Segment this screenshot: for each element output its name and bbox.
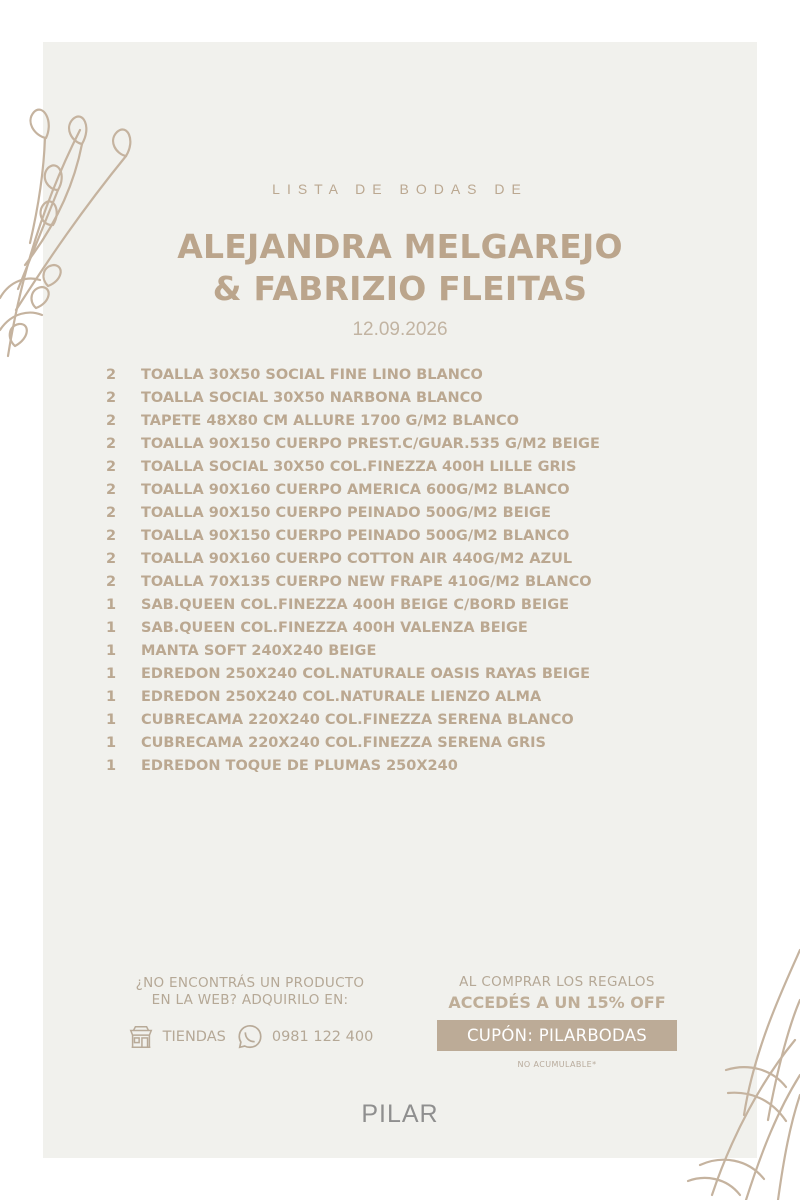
gift-quantity: 2 xyxy=(106,528,117,544)
gift-description: TOALLA 90X160 CUERPO AMERICA 600G/M2 BLANCO xyxy=(141,482,570,498)
gift-quantity: 2 xyxy=(106,505,117,521)
gift-row xyxy=(106,525,706,548)
couple-name-line-1: ALEJANDRA MELGAREJO xyxy=(177,227,623,266)
wedding-date: 12.09.2026 xyxy=(352,319,448,340)
gift-quantity: 2 xyxy=(106,459,117,475)
botanical-branch-icon xyxy=(0,60,140,360)
brand-logo: PILAR xyxy=(361,1100,439,1128)
gift-quantity: 2 xyxy=(106,367,117,383)
gift-quantity: 1 xyxy=(106,758,117,774)
gift-description: MANTA SOFT 240X240 BEIGE xyxy=(141,643,377,659)
coupon-code: CUPÓN: PILARBODAS xyxy=(437,1020,677,1051)
contact-options xyxy=(100,1023,400,1051)
not-found-line-1: ¿NO ENCONTRÁS UN PRODUCTO xyxy=(135,975,365,991)
gift-description: SAB.QUEEN COL.FINEZZA 400H BEIGE C/BORD BEIGE xyxy=(141,597,570,613)
gift-description: SAB.QUEEN COL.FINEZZA 400H VALENZA BEIGE xyxy=(141,620,528,636)
gift-quantity: 2 xyxy=(106,390,117,406)
gift-quantity: 1 xyxy=(106,620,117,636)
gift-description: CUBRECAMA 220X240 COL.FINEZZA SERENA GRIS xyxy=(141,735,546,751)
gift-quantity: 2 xyxy=(106,436,117,452)
purchase-info xyxy=(100,975,400,1051)
gift-row xyxy=(106,410,706,433)
gift-row xyxy=(106,571,706,594)
not-found-line-2: EN LA WEB? ADQUIRILO EN: xyxy=(151,992,349,1008)
gift-quantity: 1 xyxy=(106,597,117,613)
gift-quantity: 1 xyxy=(106,712,117,728)
gift-row xyxy=(106,594,706,617)
gift-description: TOALLA 70X135 CUERPO NEW FRAPE 410G/M2 BLANCO xyxy=(141,574,592,590)
store-icon xyxy=(127,1023,155,1051)
gift-quantity: 2 xyxy=(106,482,117,498)
gift-quantity: 1 xyxy=(106,666,117,682)
list-eyebrow: LISTA DE BODAS DE xyxy=(272,181,528,197)
promo-discount: ACCEDÉS A UN 15% OFF xyxy=(448,993,666,1012)
gift-row xyxy=(106,686,706,709)
couple-names xyxy=(0,226,800,310)
gift-row xyxy=(106,479,706,502)
gift-description: CUBRECAMA 220X240 COL.FINEZZA SERENA BLANCO xyxy=(141,712,574,728)
gift-description: EDREDON TOQUE DE PLUMAS 250X240 xyxy=(141,758,458,774)
gift-row xyxy=(106,732,706,755)
gift-description: TOALLA 90X150 CUERPO PEINADO 500G/M2 BEIGE xyxy=(141,505,551,521)
promo-intro: AL COMPRAR LOS REGALOS xyxy=(459,974,655,990)
gift-row xyxy=(106,548,706,571)
gift-description: TOALLA SOCIAL 30X50 NARBONA BLANCO xyxy=(141,390,483,406)
gift-quantity: 2 xyxy=(106,551,117,567)
discount-promo xyxy=(432,974,682,1069)
gift-row xyxy=(106,456,706,479)
gift-row xyxy=(106,640,706,663)
gift-quantity: 2 xyxy=(106,413,117,429)
gift-row xyxy=(106,709,706,732)
promo-note: NO ACUMULABLE* xyxy=(517,1060,597,1069)
botanical-leaves-icon xyxy=(670,945,800,1200)
gift-quantity: 1 xyxy=(106,643,117,659)
gift-quantity: 1 xyxy=(106,735,117,751)
phone-number: 0981 122 400 xyxy=(271,1029,374,1045)
whatsapp-icon xyxy=(236,1023,264,1051)
gift-row xyxy=(106,433,706,456)
not-found-message xyxy=(100,975,400,1009)
couple-name-line-2: & FABRIZIO FLEITAS xyxy=(212,269,588,308)
gift-description: TOALLA 90X150 CUERPO PREST.C/GUAR.535 G/M2 BEIGE xyxy=(141,436,600,452)
gift-row xyxy=(106,502,706,525)
gift-row xyxy=(106,617,706,640)
gift-description: TAPETE 48X80 CM ALLURE 1700 G/M2 BLANCO xyxy=(141,413,519,429)
gift-quantity: 1 xyxy=(106,689,117,705)
gift-list xyxy=(106,364,706,778)
gift-row xyxy=(106,387,706,410)
gift-description: TOALLA 90X150 CUERPO PEINADO 500G/M2 BLANCO xyxy=(141,528,570,544)
gift-quantity: 2 xyxy=(106,574,117,590)
phone-contact[interactable] xyxy=(236,1023,373,1051)
gift-description: TOALLA 90X160 CUERPO COTTON AIR 440G/M2 AZUL xyxy=(141,551,573,567)
gift-description: TOALLA SOCIAL 30X50 COL.FINEZZA 400H LILLE GRIS xyxy=(141,459,577,475)
gift-description: EDREDON 250X240 COL.NATURALE LIENZO ALMA xyxy=(141,689,542,705)
gift-row xyxy=(106,755,706,778)
stores-label: TIENDAS xyxy=(162,1029,226,1045)
gift-description: EDREDON 250X240 COL.NATURALE OASIS RAYAS BEIGE xyxy=(141,666,590,682)
gift-row xyxy=(106,663,706,686)
gift-row xyxy=(106,364,706,387)
stores-link[interactable] xyxy=(127,1023,226,1051)
gift-description: TOALLA 30X50 SOCIAL FINE LINO BLANCO xyxy=(141,367,483,383)
